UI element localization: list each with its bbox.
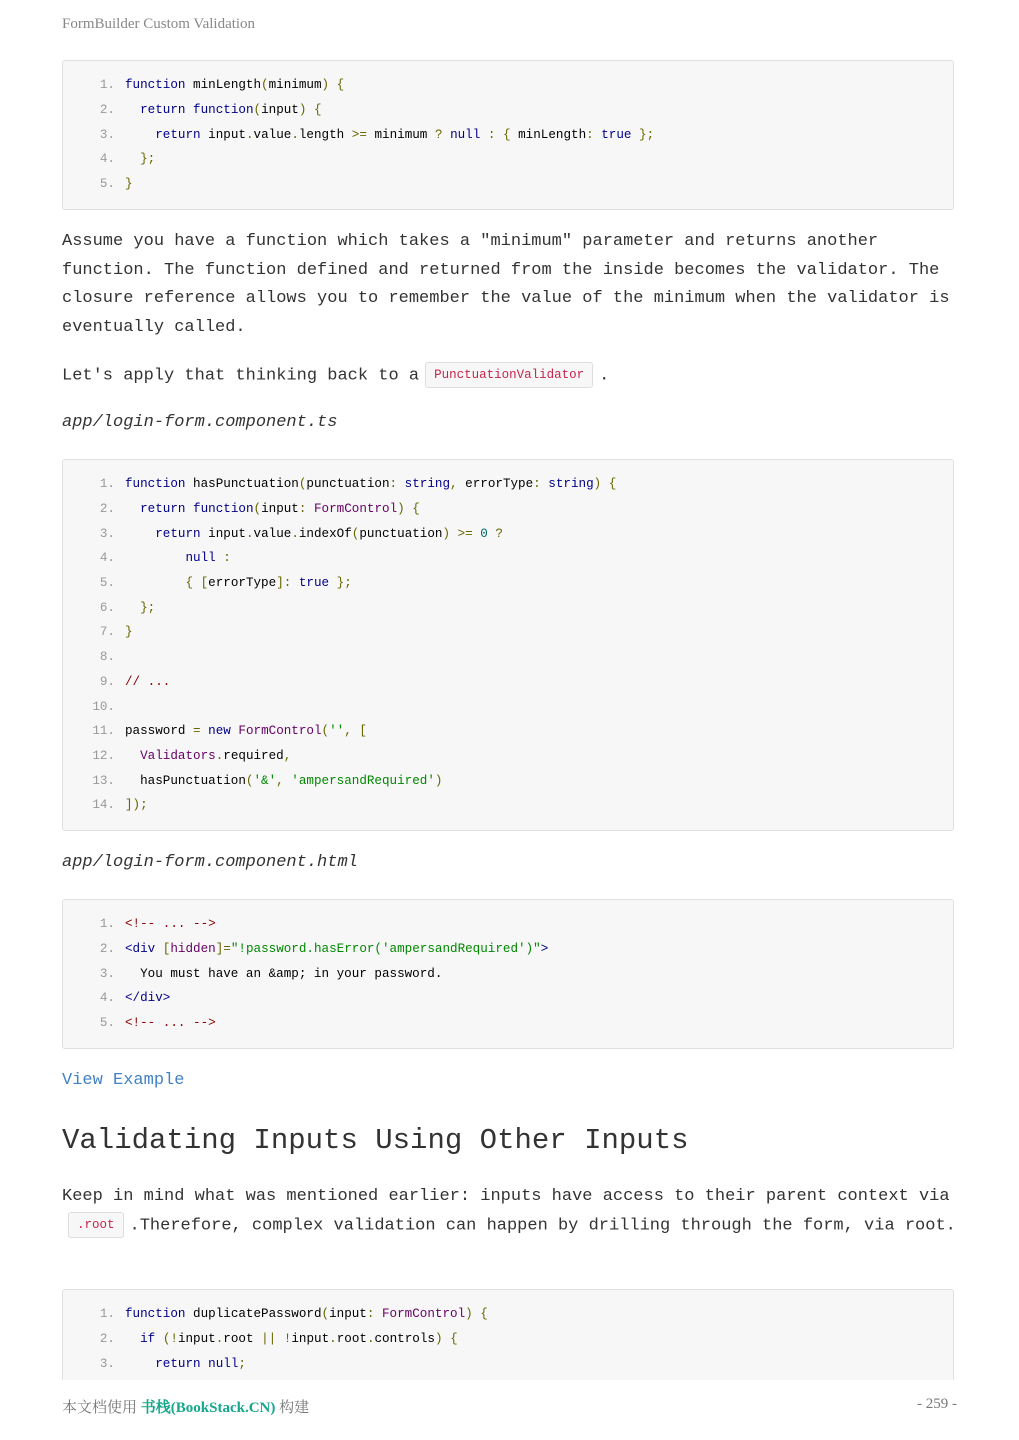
code-line <box>63 694 953 719</box>
line-number: 1. <box>99 78 115 93</box>
line-number: 3. <box>99 127 115 142</box>
line-number: 13. <box>92 773 115 788</box>
line-number: 2. <box>99 103 115 118</box>
code-line <box>63 172 953 197</box>
code-text: }; <box>140 152 156 167</box>
inline-code-root: .root <box>68 1212 124 1238</box>
code-text: hasPunctuation('&', 'ampersandRequired') <box>125 773 443 788</box>
code-text: null : <box>185 551 231 566</box>
paragraph-text: .Therefore, complex validation can happen by drilling through the form, via root. <box>129 1215 956 1235</box>
line-number: 1. <box>99 477 115 492</box>
paragraph-text: Let's apply that thinking back to a <box>62 366 420 386</box>
code-text: { [errorType]: true }; <box>185 576 352 591</box>
paragraph-closure-explanation: Assume you have a function which takes a "minimum" parameter and returns another function. The function defined and returned from the inside becomes the validator. The closure reference allows you to remember the value of the minimum when the validator is eventually called. <box>62 232 950 337</box>
line-number: 3. <box>99 966 115 981</box>
filename-html: app/login-form.component.html <box>62 853 358 872</box>
line-number: 3. <box>99 1356 115 1371</box>
code-text: // ... <box>125 674 171 689</box>
code-text: Validators.required, <box>140 748 292 763</box>
code-line <box>63 620 953 645</box>
line-number: 3. <box>99 526 115 541</box>
line-number: 12. <box>92 748 115 763</box>
paragraph-apply-thinking <box>62 362 957 391</box>
code-line <box>63 1302 953 1327</box>
code-line <box>63 912 953 937</box>
code-line <box>63 1351 953 1376</box>
code-text: You must have an &amp; in your password. <box>125 966 443 981</box>
code-block-duplicate-password <box>62 1289 954 1380</box>
code-text: password = new FormControl('', [ <box>125 724 367 739</box>
code-line <box>63 122 953 147</box>
code-text: return function(input) { <box>140 103 322 118</box>
code-text: } <box>125 625 133 640</box>
line-number: 5. <box>99 177 115 192</box>
line-number: 14. <box>92 798 115 813</box>
footer-prefix: 本文档使用 <box>62 1400 138 1416</box>
code-line <box>63 670 953 695</box>
filename-ts: app/login-form.component.ts <box>62 413 338 432</box>
code-text: function minLength(minimum) { <box>125 78 345 93</box>
paragraph-root-context <box>62 1183 957 1240</box>
code-text: <!-- ... --> <box>125 1016 216 1031</box>
line-number: 2. <box>99 942 115 957</box>
code-line <box>63 497 953 522</box>
code-text: ]); <box>125 798 148 813</box>
code-line <box>63 645 953 670</box>
code-line <box>63 98 953 123</box>
line-number: 8. <box>99 650 115 665</box>
code-line <box>63 986 953 1011</box>
code-line <box>63 1327 953 1352</box>
code-text: function hasPunctuation(punctuation: string, errorType: string) { <box>125 477 617 492</box>
line-number: 4. <box>99 152 115 167</box>
page-header-title: FormBuilder Custom Validation <box>62 16 256 32</box>
inline-code-punctuation-validator: PunctuationValidator <box>425 362 593 388</box>
code-line <box>63 546 953 571</box>
code-line <box>63 744 953 769</box>
footer-credit <box>62 1396 309 1417</box>
code-line <box>63 961 953 986</box>
code-line <box>63 571 953 596</box>
code-text: <div [hidden]="!password.hasError('ampersandRequired')"> <box>125 942 549 957</box>
paragraph-text: Keep in mind what was mentioned earlier: inputs have access to their parent context via <box>62 1187 950 1206</box>
code-line <box>63 521 953 546</box>
line-number: 7. <box>99 625 115 640</box>
footer-brand-link[interactable]: 书栈(BookStack.CN) <box>140 1400 276 1416</box>
code-text: function duplicatePassword(input: FormControl) { <box>125 1307 488 1322</box>
section-heading: Validating Inputs Using Other Inputs <box>62 1124 689 1157</box>
code-line <box>63 147 953 172</box>
line-number: 2. <box>99 1332 115 1347</box>
code-line <box>63 1011 953 1036</box>
code-line <box>63 768 953 793</box>
code-line <box>63 595 953 620</box>
code-block-min-length <box>62 60 954 210</box>
line-number: 6. <box>99 600 115 615</box>
code-text: <!-- ... --> <box>125 917 216 932</box>
code-line <box>63 719 953 744</box>
code-text: return input.value.length >= minimum ? null : { minLength: true }; <box>155 127 655 142</box>
line-number: 5. <box>99 1016 115 1031</box>
line-number: 1. <box>99 917 115 932</box>
code-text: return function(input: FormControl) { <box>140 502 420 517</box>
line-number: 4. <box>99 991 115 1006</box>
footer-suffix: 构建 <box>279 1400 310 1416</box>
code-text: } <box>125 177 133 192</box>
line-number: 9. <box>99 674 115 689</box>
code-line <box>63 937 953 962</box>
paragraph-text: . <box>599 366 610 386</box>
line-number: 11. <box>92 724 115 739</box>
page-number: - 259 - <box>917 1396 957 1412</box>
line-number: 2. <box>99 502 115 517</box>
code-text: if (!input.root || !input.root.controls) { <box>140 1332 458 1347</box>
code-block-has-punctuation <box>62 459 954 831</box>
code-text: </div> <box>125 991 171 1006</box>
code-line <box>63 73 953 98</box>
code-text: }; <box>140 600 156 615</box>
line-number: 10. <box>92 699 115 714</box>
code-line <box>63 793 953 818</box>
code-line <box>63 472 953 497</box>
code-block-html-template <box>62 899 954 1049</box>
line-number: 4. <box>99 551 115 566</box>
view-example-link[interactable]: View Example <box>62 1071 185 1090</box>
code-text: return null; <box>155 1356 246 1371</box>
line-number: 1. <box>99 1307 115 1322</box>
line-number: 5. <box>99 576 115 591</box>
code-text: return input.value.indexOf(punctuation) >= 0 ? <box>155 526 503 541</box>
